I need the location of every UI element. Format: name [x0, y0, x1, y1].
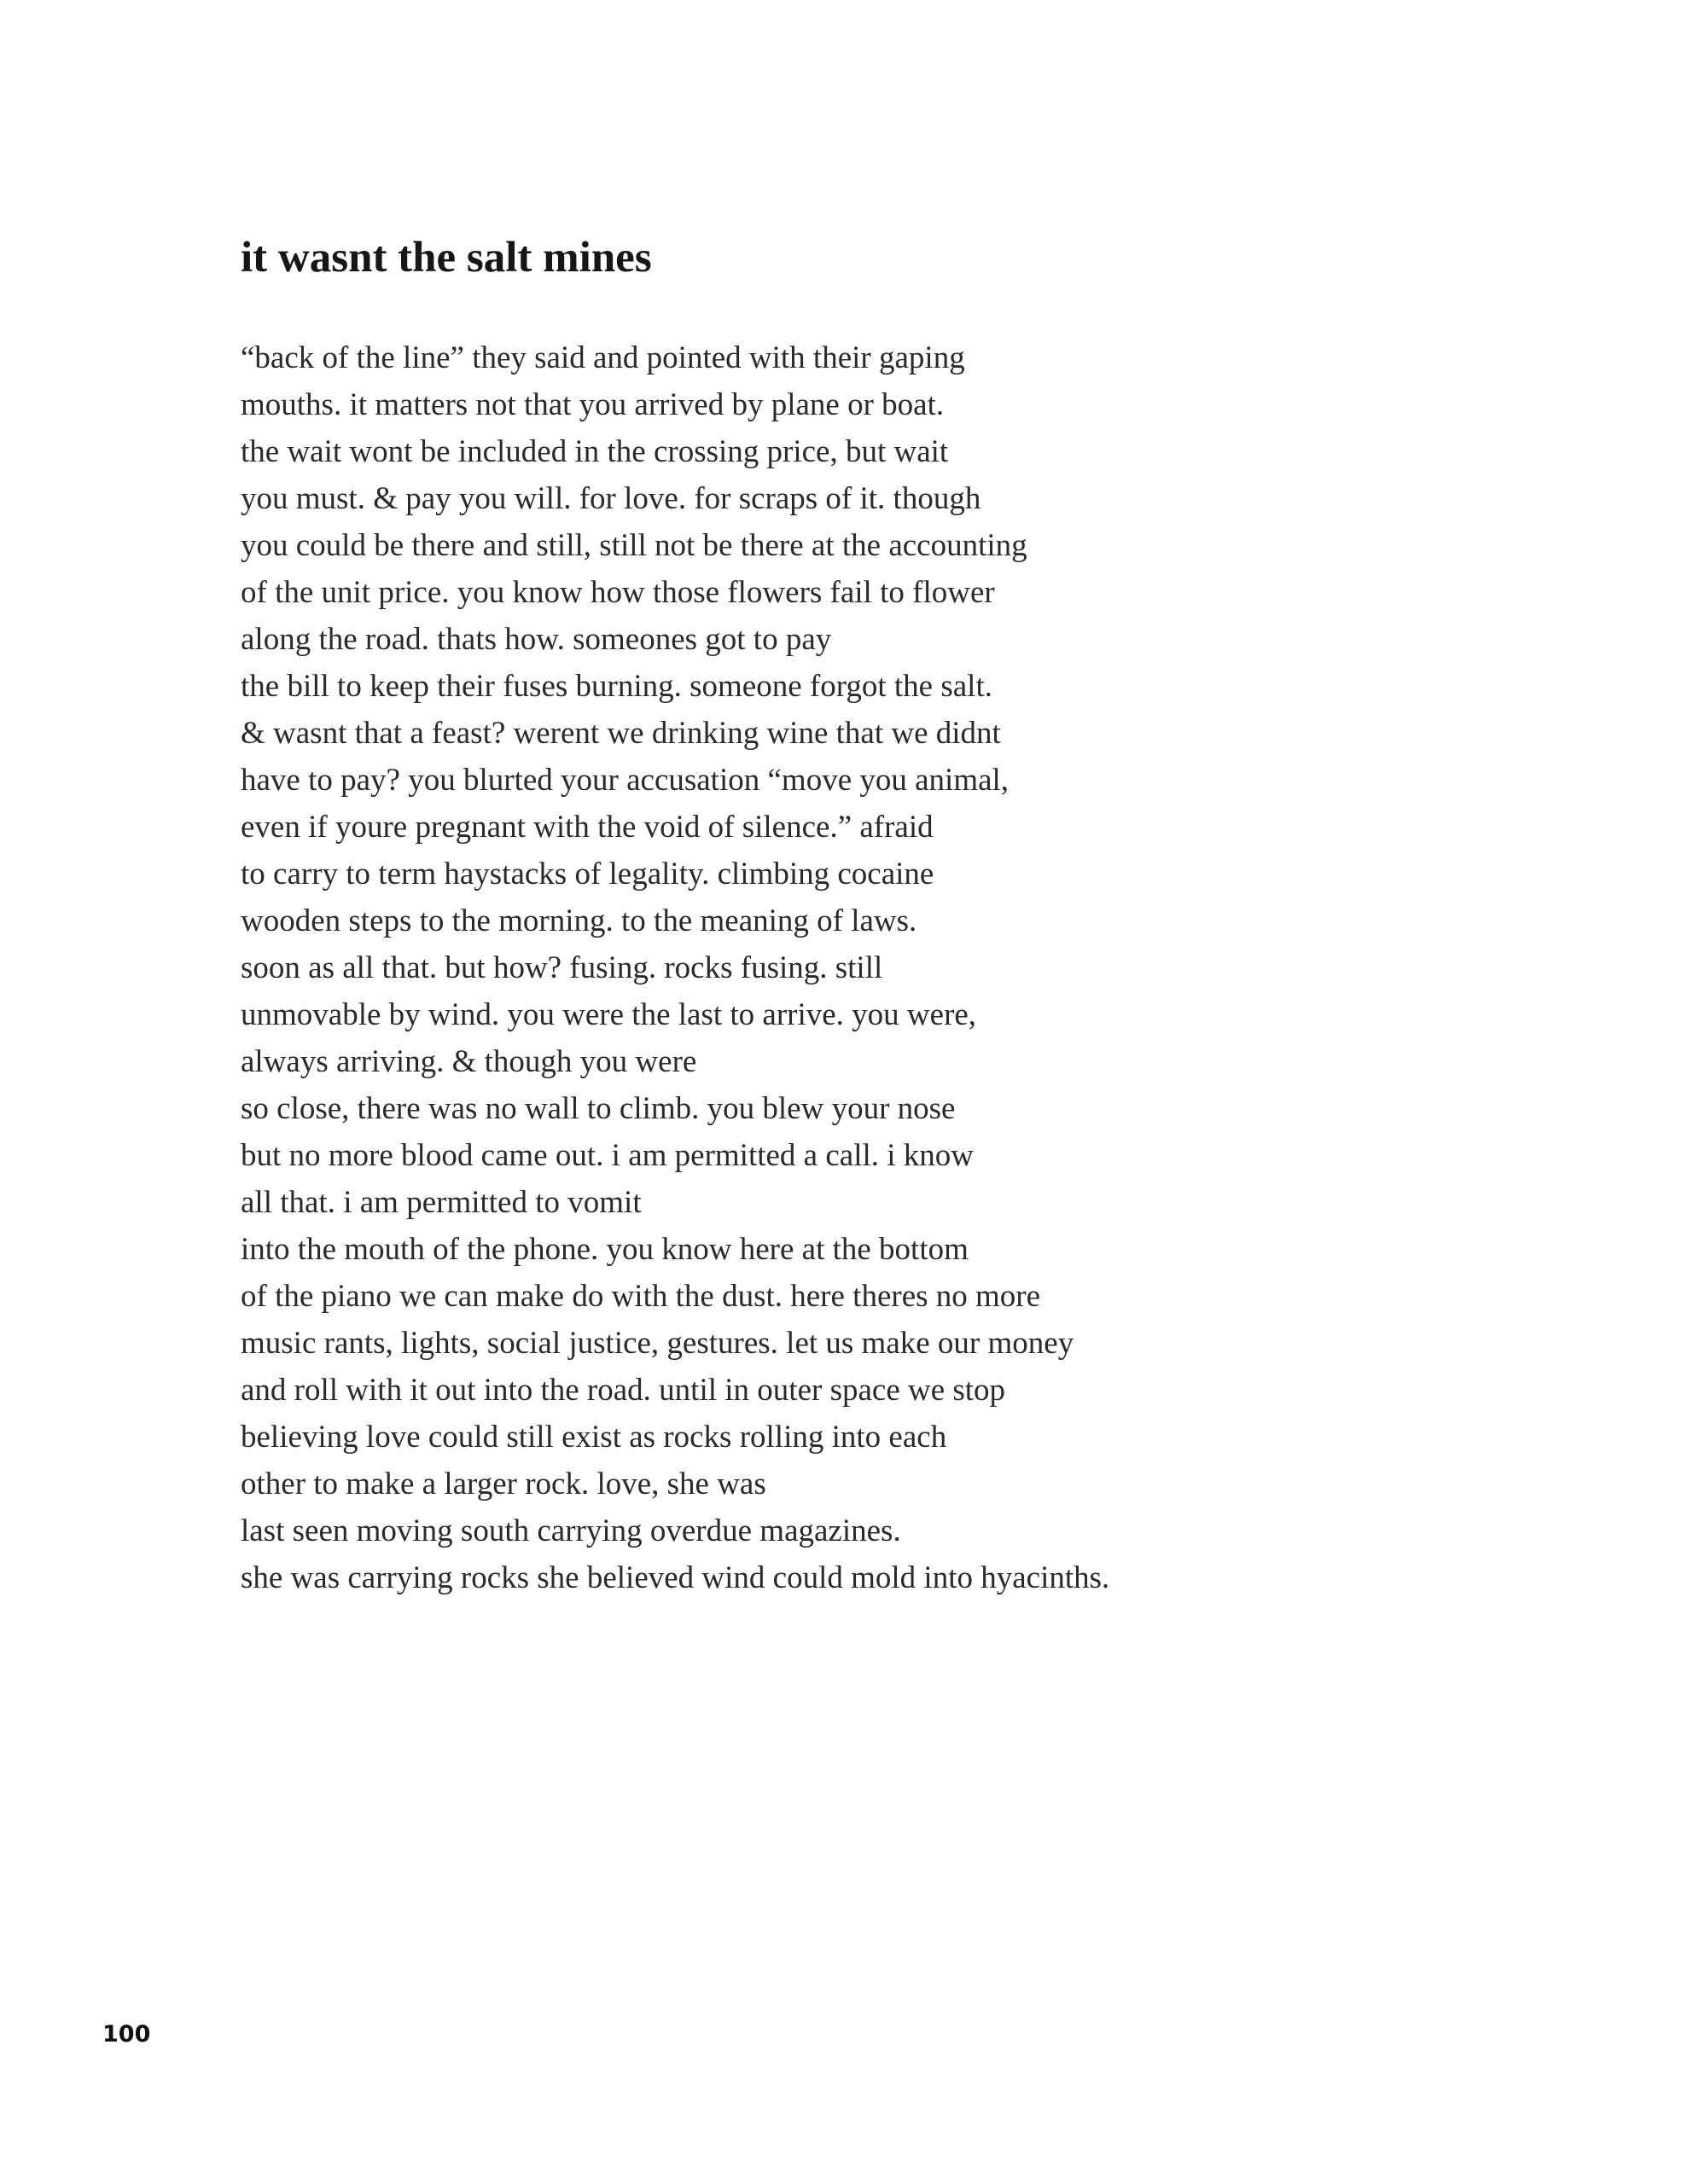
poem-title: it wasnt the salt mines [241, 234, 652, 282]
poem-line: music rants, lights, social justice, gestures. let us make our money [241, 1326, 1074, 1361]
poem-line: soon as all that. but how? fusing. rocks fusing. still [241, 950, 883, 985]
poem-line: & wasnt that a feast? werent we drinking wine that we didnt [241, 716, 1001, 751]
poem-line: but no more blood came out. i am permitted a call. i know [241, 1138, 975, 1173]
poem-line: of the piano we can make do with the dust. here theres no more [241, 1279, 1041, 1314]
poem-line: even if youre pregnant with the void of silence.” afraid [241, 810, 934, 845]
poem-line: the bill to keep their fuses burning. someone forgot the salt. [241, 669, 992, 704]
poem-line: the wait wont be included in the crossing price, but wait [241, 434, 949, 469]
poem-line: wooden steps to the morning. to the meaning of laws. [241, 903, 917, 938]
poem-line: she was carrying rocks she believed wind could mold into hyacinths. [241, 1560, 1110, 1595]
poem-line: to carry to term haystacks of legality. climbing cocaine [241, 857, 934, 892]
poem-line: have to pay? you blurted your accusation “move you animal, [241, 763, 1010, 798]
poem-line: along the road. thats how. someones got to pay [241, 622, 832, 657]
poem-line: unmovable by wind. you were the last to arrive. you were, [241, 997, 977, 1032]
poem-line: of the unit price. you know how those flowers fail to flower [241, 575, 995, 610]
poem-line: so close, there was no wall to climb. you blew your nose [241, 1091, 956, 1126]
poem-line: you must. & pay you will. for love. for scraps of it. though [241, 481, 981, 516]
poem-line: “back of the line” they said and pointed with their gaping [241, 340, 965, 375]
poem-line: other to make a larger rock. love, she was [241, 1467, 766, 1502]
poem-line: mouths. it matters not that you arrived by plane or boat. [241, 387, 945, 422]
poem-body [241, 334, 1521, 1601]
page-number: 100 [102, 2021, 151, 2048]
poem-line: believing love could still exist as rocks rolling into each [241, 1420, 947, 1455]
poem-line: into the mouth of the phone. you know here at the bottom [241, 1232, 969, 1267]
poem-line: you could be there and still, still not be there at the accounting [241, 528, 1027, 563]
poem-line: always arriving. & though you were [241, 1044, 697, 1079]
poem-line: all that. i am permitted to vomit [241, 1185, 642, 1220]
poem-line: and roll with it out into the road. until in outer space we stop [241, 1373, 1006, 1408]
poem-line: last seen moving south carrying overdue magazines. [241, 1513, 901, 1548]
